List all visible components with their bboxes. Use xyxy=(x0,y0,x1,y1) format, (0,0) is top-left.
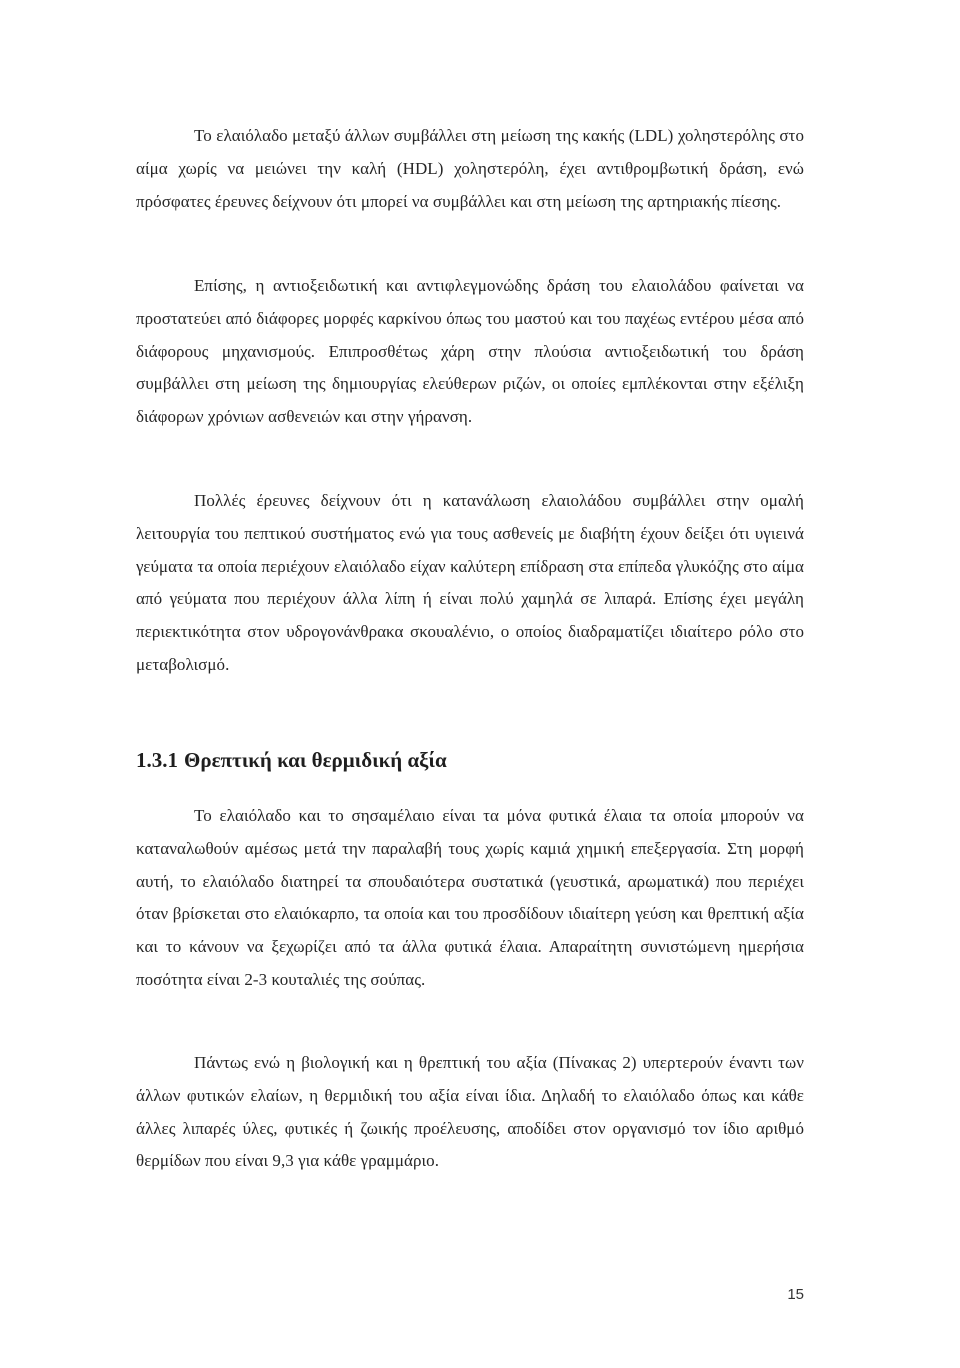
section-number: 1.3.1 xyxy=(136,748,178,772)
paragraph-antioxidant: Επίσης, η αντιοξειδωτική και αντιφλεγμονώδης δράση του ελαιολάδου φαίνεται να προστατεύει από διάφορες μορφές καρκίνου όπως του μαστού και του παχέως εντέρου μέσα από διάφορους μηχανισμούς. Επιπροσθέτως χάρη στην πλούσια αντιοξειδωτική του δράση συμβάλλει στη μείωση της δημιουργίας ελεύθερων ριζών, οι οποίες εμπλέκονται στην εξέλιξη διάφορων χρόνιων ασθενειών και στην γήρανση. xyxy=(136,276,804,427)
paragraph-cholesterol: Το ελαιόλαδο μεταξύ άλλων συμβάλλει στη μείωση της κακής (LDL) χοληστερόλης στο αίμα χωρίς να μειώνει την καλή (HDL) χοληστερόλη, έχει αντιθρομβωτική δράση, ενώ πρόσφατες έρευνες δείχνουν ότι μπορεί να συμβάλλει και στη μείωση της αρτηριακής πίεσης. xyxy=(136,126,804,211)
paragraph-caloric-value: Πάντως ενώ η βιολογική και η θρεπτική του αξία (Πίνακας 2) υπερτερούν έναντι των άλλων φυτικών ελαίων, η θερμιδική του αξία είναι ίδια. Δηλαδή το ελαιόλαδο όπως και κάθε άλλες λιπαρές ύλες, φυτικές ή ζωικής προέλευσης, αποδίδει στον οργανισμό τον ίδιο αριθμό θερμίδων που είναι 9,3 για κάθε γραμμάριο. xyxy=(136,1053,804,1171)
paragraph-digestive: Πολλές έρευνες δείχνουν ότι η κατανάλωση ελαιολάδου συμβάλλει στην ομαλή λειτουργία του πεπτικού συστήματος ενώ για τους ασθενείς με διαβήτη έχουν δείξει ότι υγιεινά γεύματα τα οποία περιέχουν ελαιόλαδο είχαν καλύτερη επίδραση στα επίπεδα γλυκόζης στο αίμα από γεύματα που περιέχουν άλλα λίπη ή είναι πολύ χαμηλά σε λιπαρά. Επίσης έχει μεγάλη περιεκτικότητα στον υδρογονάνθρακα σκουαλένιο, ο οποίος διαδραματίζει ιδιαίτερο ρόλο στο μεταβολισμό. xyxy=(136,491,804,674)
section-title: Θρεπτική και θερμιδική αξία xyxy=(184,748,447,772)
paragraph-nutritional-value: Το ελαιόλαδο και το σησαμέλαιο είναι τα μόνα φυτικά έλαια τα οποία μπορούν να καταναλωθούν αμέσως μετά την παραλαβή τους χωρίς καμιά χημική επεξεργασία. Στη μορφή αυτή, το ελαιόλαδο διατηρεί τα σπουδαιότερα συστατικά (γευστικά, αρωματικά) που περιέχει όταν βρίσκεται στο ελαιόκαρπο, τα οποία και του προσδίδουν ιδιαίτερη γεύση και θρεπτική αξία και το κάνουν να ξεχωρίζει από τα άλλα φυτικά έλαια. Απαραίτητη συνιστώμενη ημερήσια ποσότητα είναι 2-3 κουταλιές της σούπας. xyxy=(136,806,804,989)
page-number: 15 xyxy=(787,1286,804,1303)
section-heading xyxy=(136,748,447,773)
